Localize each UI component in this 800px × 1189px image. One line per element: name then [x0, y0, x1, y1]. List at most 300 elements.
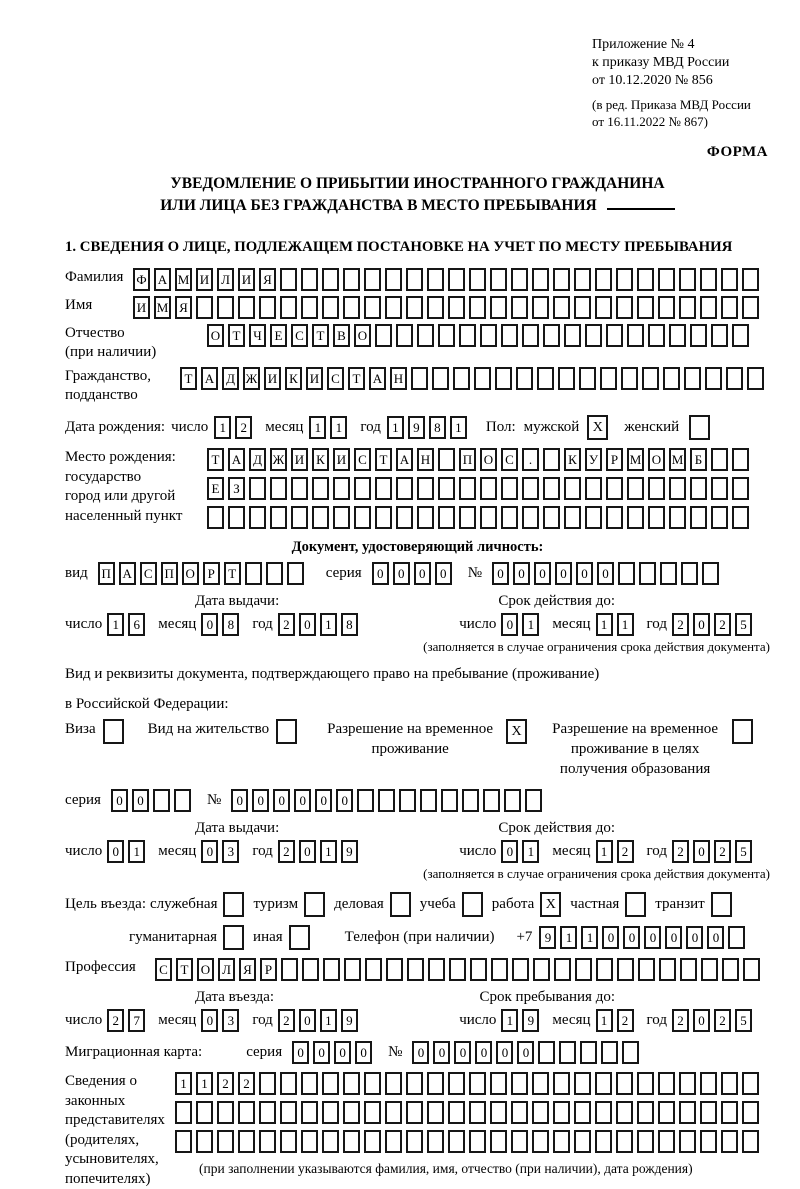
char-cell[interactable]: [533, 958, 550, 981]
char-cell[interactable]: Т: [180, 367, 197, 390]
char-cell[interactable]: [280, 1130, 297, 1153]
char-cell[interactable]: [417, 477, 434, 500]
char-cell[interactable]: [301, 268, 318, 291]
char-cell[interactable]: 0: [555, 562, 572, 585]
char-cell[interactable]: [469, 1130, 486, 1153]
char-cell[interactable]: 1: [330, 416, 347, 439]
char-cell[interactable]: 0: [475, 1041, 492, 1064]
char-cell[interactable]: [259, 1072, 276, 1095]
char-cell[interactable]: И: [196, 268, 213, 291]
char-cell[interactable]: [522, 324, 539, 347]
char-cell[interactable]: [711, 506, 728, 529]
char-cell[interactable]: С: [501, 448, 518, 471]
char-cell[interactable]: [490, 268, 507, 291]
char-cell[interactable]: 0: [315, 789, 332, 812]
char-cell[interactable]: 5: [735, 840, 752, 863]
char-cell[interactable]: [658, 1072, 675, 1095]
char-cell[interactable]: [700, 1101, 717, 1124]
char-cell[interactable]: [553, 1130, 570, 1153]
char-cell[interactable]: [553, 1101, 570, 1124]
checkbox[interactable]: [625, 892, 646, 917]
char-cell[interactable]: [648, 477, 665, 500]
char-cell[interactable]: [679, 1130, 696, 1153]
char-cell[interactable]: [684, 367, 701, 390]
char-cell[interactable]: [511, 268, 528, 291]
char-cell[interactable]: [511, 296, 528, 319]
char-cell[interactable]: [432, 367, 449, 390]
char-cell[interactable]: [622, 1041, 639, 1064]
char-cell[interactable]: [301, 1072, 318, 1095]
char-cell[interactable]: [301, 1130, 318, 1153]
char-cell[interactable]: М: [154, 296, 171, 319]
char-cell[interactable]: [287, 562, 304, 585]
char-cell[interactable]: [679, 296, 696, 319]
char-cell[interactable]: 1: [320, 1009, 337, 1032]
char-cell[interactable]: [728, 926, 745, 949]
char-cell[interactable]: [323, 958, 340, 981]
char-cell[interactable]: 2: [238, 1072, 255, 1095]
char-cell[interactable]: А: [369, 367, 386, 390]
char-cell[interactable]: 0: [492, 562, 509, 585]
char-cell[interactable]: М: [627, 448, 644, 471]
char-cell[interactable]: [378, 789, 395, 812]
char-cell[interactable]: [690, 324, 707, 347]
char-cell[interactable]: [490, 1101, 507, 1124]
char-cell[interactable]: И: [333, 448, 350, 471]
char-cell[interactable]: [270, 477, 287, 500]
char-cell[interactable]: 9: [522, 1009, 539, 1032]
char-cell[interactable]: [322, 296, 339, 319]
char-cell[interactable]: [501, 324, 518, 347]
checkbox[interactable]: [289, 925, 310, 950]
checkbox[interactable]: Х: [506, 719, 527, 744]
char-cell[interactable]: 0: [623, 926, 640, 949]
char-cell[interactable]: [543, 477, 560, 500]
char-cell[interactable]: [511, 1072, 528, 1095]
checkbox[interactable]: [223, 925, 244, 950]
char-cell[interactable]: [700, 296, 717, 319]
char-cell[interactable]: А: [228, 448, 245, 471]
char-cell[interactable]: [291, 477, 308, 500]
char-cell[interactable]: [396, 324, 413, 347]
char-cell[interactable]: [504, 789, 521, 812]
char-cell[interactable]: [343, 296, 360, 319]
char-cell[interactable]: [680, 958, 697, 981]
char-cell[interactable]: [396, 506, 413, 529]
char-cell[interactable]: [357, 789, 374, 812]
char-cell[interactable]: [600, 367, 617, 390]
char-cell[interactable]: [732, 324, 749, 347]
char-cell[interactable]: [490, 1130, 507, 1153]
char-cell[interactable]: 0: [393, 562, 410, 585]
char-cell[interactable]: Я: [175, 296, 192, 319]
char-cell[interactable]: О: [648, 448, 665, 471]
char-cell[interactable]: [595, 296, 612, 319]
char-cell[interactable]: С: [140, 562, 157, 585]
char-cell[interactable]: [469, 1072, 486, 1095]
char-cell[interactable]: 0: [201, 1009, 218, 1032]
char-cell[interactable]: 0: [231, 789, 248, 812]
char-cell[interactable]: [385, 1130, 402, 1153]
char-cell[interactable]: М: [175, 268, 192, 291]
char-cell[interactable]: К: [312, 448, 329, 471]
char-cell[interactable]: [732, 506, 749, 529]
char-cell[interactable]: [470, 958, 487, 981]
sex-male-checkbox[interactable]: Х: [587, 415, 608, 440]
char-cell[interactable]: 0: [435, 562, 452, 585]
char-cell[interactable]: [207, 506, 224, 529]
char-cell[interactable]: [448, 268, 465, 291]
char-cell[interactable]: И: [291, 448, 308, 471]
char-cell[interactable]: [681, 562, 698, 585]
char-cell[interactable]: 1: [596, 613, 613, 636]
char-cell[interactable]: [417, 324, 434, 347]
char-cell[interactable]: [648, 324, 665, 347]
char-cell[interactable]: 2: [714, 613, 731, 636]
char-cell[interactable]: [722, 958, 739, 981]
char-cell[interactable]: Д: [249, 448, 266, 471]
char-cell[interactable]: [483, 789, 500, 812]
char-cell[interactable]: 0: [412, 1041, 429, 1064]
char-cell[interactable]: 1: [214, 416, 231, 439]
char-cell[interactable]: [700, 1072, 717, 1095]
char-cell[interactable]: [174, 789, 191, 812]
char-cell[interactable]: [543, 506, 560, 529]
char-cell[interactable]: [638, 958, 655, 981]
char-cell[interactable]: [554, 958, 571, 981]
char-cell[interactable]: 2: [714, 1009, 731, 1032]
char-cell[interactable]: 1: [560, 926, 577, 949]
checkbox[interactable]: [732, 719, 753, 744]
char-cell[interactable]: [574, 268, 591, 291]
char-cell[interactable]: 0: [534, 562, 551, 585]
char-cell[interactable]: [411, 367, 428, 390]
char-cell[interactable]: [621, 367, 638, 390]
char-cell[interactable]: [543, 324, 560, 347]
char-cell[interactable]: 0: [665, 926, 682, 949]
char-cell[interactable]: [480, 477, 497, 500]
char-cell[interactable]: К: [564, 448, 581, 471]
char-cell[interactable]: [259, 1130, 276, 1153]
char-cell[interactable]: 1: [387, 416, 404, 439]
char-cell[interactable]: [406, 1072, 423, 1095]
char-cell[interactable]: Ч: [249, 324, 266, 347]
char-cell[interactable]: 0: [334, 1041, 351, 1064]
char-cell[interactable]: [679, 1101, 696, 1124]
char-cell[interactable]: [364, 1130, 381, 1153]
char-cell[interactable]: [721, 296, 738, 319]
char-cell[interactable]: 1: [196, 1072, 213, 1095]
char-cell[interactable]: [448, 1130, 465, 1153]
char-cell[interactable]: 0: [693, 840, 710, 863]
char-cell[interactable]: [301, 296, 318, 319]
char-cell[interactable]: [669, 506, 686, 529]
char-cell[interactable]: 9: [408, 416, 425, 439]
char-cell[interactable]: [196, 296, 213, 319]
char-cell[interactable]: [585, 477, 602, 500]
char-cell[interactable]: 2: [235, 416, 252, 439]
char-cell[interactable]: [375, 506, 392, 529]
char-cell[interactable]: Е: [207, 477, 224, 500]
char-cell[interactable]: 2: [278, 1009, 295, 1032]
char-cell[interactable]: [427, 1101, 444, 1124]
char-cell[interactable]: П: [161, 562, 178, 585]
char-cell[interactable]: В: [333, 324, 350, 347]
char-cell[interactable]: Р: [203, 562, 220, 585]
char-cell[interactable]: [153, 789, 170, 812]
char-cell[interactable]: 2: [617, 1009, 634, 1032]
char-cell[interactable]: [291, 506, 308, 529]
char-cell[interactable]: 2: [672, 1009, 689, 1032]
char-cell[interactable]: Н: [390, 367, 407, 390]
char-cell[interactable]: [711, 324, 728, 347]
char-cell[interactable]: [564, 477, 581, 500]
char-cell[interactable]: 0: [454, 1041, 471, 1064]
char-cell[interactable]: 2: [278, 840, 295, 863]
char-cell[interactable]: И: [238, 268, 255, 291]
char-cell[interactable]: 0: [501, 840, 518, 863]
char-cell[interactable]: [333, 477, 350, 500]
char-cell[interactable]: [417, 506, 434, 529]
char-cell[interactable]: [490, 1072, 507, 1095]
char-cell[interactable]: [543, 448, 560, 471]
char-cell[interactable]: [574, 1072, 591, 1095]
char-cell[interactable]: [648, 506, 665, 529]
char-cell[interactable]: 2: [278, 613, 295, 636]
char-cell[interactable]: [469, 1101, 486, 1124]
char-cell[interactable]: 0: [201, 840, 218, 863]
char-cell[interactable]: [354, 506, 371, 529]
char-cell[interactable]: 1: [522, 840, 539, 863]
char-cell[interactable]: [663, 367, 680, 390]
char-cell[interactable]: [679, 268, 696, 291]
char-cell[interactable]: [480, 506, 497, 529]
char-cell[interactable]: О: [354, 324, 371, 347]
char-cell[interactable]: [537, 367, 554, 390]
char-cell[interactable]: А: [396, 448, 413, 471]
char-cell[interactable]: [742, 1072, 759, 1095]
char-cell[interactable]: [606, 506, 623, 529]
char-cell[interactable]: 0: [372, 562, 389, 585]
char-cell[interactable]: 2: [107, 1009, 124, 1032]
char-cell[interactable]: Л: [218, 958, 235, 981]
char-cell[interactable]: 0: [273, 789, 290, 812]
char-cell[interactable]: 1: [128, 840, 145, 863]
char-cell[interactable]: 2: [714, 840, 731, 863]
char-cell[interactable]: [354, 477, 371, 500]
char-cell[interactable]: 0: [496, 1041, 513, 1064]
char-cell[interactable]: А: [119, 562, 136, 585]
char-cell[interactable]: 0: [597, 562, 614, 585]
char-cell[interactable]: 3: [222, 1009, 239, 1032]
char-cell[interactable]: 0: [355, 1041, 372, 1064]
char-cell[interactable]: 9: [539, 926, 556, 949]
char-cell[interactable]: 0: [501, 613, 518, 636]
char-cell[interactable]: [616, 1072, 633, 1095]
char-cell[interactable]: Л: [217, 268, 234, 291]
char-cell[interactable]: [525, 789, 542, 812]
char-cell[interactable]: [579, 367, 596, 390]
char-cell[interactable]: [532, 268, 549, 291]
char-cell[interactable]: [280, 1101, 297, 1124]
char-cell[interactable]: [553, 296, 570, 319]
char-cell[interactable]: [538, 1041, 555, 1064]
char-cell[interactable]: Т: [375, 448, 392, 471]
char-cell[interactable]: Т: [228, 324, 245, 347]
char-cell[interactable]: [280, 1072, 297, 1095]
char-cell[interactable]: [385, 1101, 402, 1124]
char-cell[interactable]: [343, 1130, 360, 1153]
char-cell[interactable]: 1: [450, 416, 467, 439]
char-cell[interactable]: [259, 296, 276, 319]
char-cell[interactable]: [438, 448, 455, 471]
char-cell[interactable]: 0: [517, 1041, 534, 1064]
char-cell[interactable]: [660, 562, 677, 585]
char-cell[interactable]: [595, 1101, 612, 1124]
char-cell[interactable]: 8: [429, 416, 446, 439]
char-cell[interactable]: [553, 1072, 570, 1095]
char-cell[interactable]: [564, 506, 581, 529]
checkbox[interactable]: [304, 892, 325, 917]
char-cell[interactable]: С: [155, 958, 172, 981]
char-cell[interactable]: [364, 1072, 381, 1095]
char-cell[interactable]: [742, 1101, 759, 1124]
checkbox[interactable]: [711, 892, 732, 917]
char-cell[interactable]: 0: [299, 840, 316, 863]
char-cell[interactable]: [627, 477, 644, 500]
char-cell[interactable]: [343, 1072, 360, 1095]
char-cell[interactable]: М: [669, 448, 686, 471]
char-cell[interactable]: [516, 367, 533, 390]
char-cell[interactable]: 8: [222, 613, 239, 636]
char-cell[interactable]: [438, 324, 455, 347]
char-cell[interactable]: [196, 1101, 213, 1124]
char-cell[interactable]: [266, 562, 283, 585]
char-cell[interactable]: [637, 296, 654, 319]
char-cell[interactable]: [679, 1072, 696, 1095]
char-cell[interactable]: [249, 477, 266, 500]
char-cell[interactable]: [343, 1101, 360, 1124]
char-cell[interactable]: О: [197, 958, 214, 981]
char-cell[interactable]: 0: [513, 562, 530, 585]
char-cell[interactable]: Т: [176, 958, 193, 981]
char-cell[interactable]: Е: [270, 324, 287, 347]
char-cell[interactable]: 1: [501, 1009, 518, 1032]
char-cell[interactable]: [616, 1101, 633, 1124]
char-cell[interactable]: 0: [252, 789, 269, 812]
char-cell[interactable]: [659, 958, 676, 981]
char-cell[interactable]: Т: [312, 324, 329, 347]
char-cell[interactable]: 0: [693, 1009, 710, 1032]
char-cell[interactable]: [721, 268, 738, 291]
char-cell[interactable]: Ж: [243, 367, 260, 390]
char-cell[interactable]: Ф: [133, 268, 150, 291]
char-cell[interactable]: [365, 958, 382, 981]
char-cell[interactable]: О: [207, 324, 224, 347]
char-cell[interactable]: Ж: [270, 448, 287, 471]
char-cell[interactable]: [574, 296, 591, 319]
char-cell[interactable]: [512, 958, 529, 981]
char-cell[interactable]: [322, 268, 339, 291]
char-cell[interactable]: [385, 268, 402, 291]
char-cell[interactable]: [428, 958, 445, 981]
char-cell[interactable]: [459, 477, 476, 500]
char-cell[interactable]: 9: [341, 1009, 358, 1032]
char-cell[interactable]: А: [154, 268, 171, 291]
char-cell[interactable]: [564, 324, 581, 347]
char-cell[interactable]: 1: [617, 613, 634, 636]
char-cell[interactable]: [726, 367, 743, 390]
char-cell[interactable]: [385, 1072, 402, 1095]
char-cell[interactable]: 0: [111, 789, 128, 812]
char-cell[interactable]: 1: [107, 613, 124, 636]
char-cell[interactable]: [532, 1101, 549, 1124]
char-cell[interactable]: [386, 958, 403, 981]
char-cell[interactable]: [459, 506, 476, 529]
char-cell[interactable]: [364, 268, 381, 291]
char-cell[interactable]: 1: [175, 1072, 192, 1095]
char-cell[interactable]: [559, 1041, 576, 1064]
char-cell[interactable]: Р: [260, 958, 277, 981]
char-cell[interactable]: [175, 1101, 192, 1124]
char-cell[interactable]: [742, 268, 759, 291]
char-cell[interactable]: [495, 367, 512, 390]
char-cell[interactable]: 0: [132, 789, 149, 812]
char-cell[interactable]: [343, 268, 360, 291]
char-cell[interactable]: 0: [292, 1041, 309, 1064]
char-cell[interactable]: [743, 958, 760, 981]
char-cell[interactable]: [375, 477, 392, 500]
char-cell[interactable]: [480, 324, 497, 347]
char-cell[interactable]: 0: [576, 562, 593, 585]
char-cell[interactable]: Н: [417, 448, 434, 471]
char-cell[interactable]: [364, 1101, 381, 1124]
char-cell[interactable]: 2: [617, 840, 634, 863]
char-cell[interactable]: 2: [672, 840, 689, 863]
char-cell[interactable]: [322, 1101, 339, 1124]
char-cell[interactable]: [522, 506, 539, 529]
char-cell[interactable]: 1: [596, 840, 613, 863]
char-cell[interactable]: [585, 506, 602, 529]
char-cell[interactable]: 0: [707, 926, 724, 949]
char-cell[interactable]: [742, 1130, 759, 1153]
char-cell[interactable]: [639, 562, 656, 585]
checkbox[interactable]: Х: [540, 892, 561, 917]
char-cell[interactable]: [658, 296, 675, 319]
char-cell[interactable]: [705, 367, 722, 390]
sex-female-checkbox[interactable]: [689, 415, 710, 440]
char-cell[interactable]: [375, 324, 392, 347]
char-cell[interactable]: [721, 1130, 738, 1153]
checkbox[interactable]: [390, 892, 411, 917]
char-cell[interactable]: [312, 506, 329, 529]
char-cell[interactable]: [637, 268, 654, 291]
checkbox[interactable]: [223, 892, 244, 917]
char-cell[interactable]: К: [285, 367, 302, 390]
char-cell[interactable]: [322, 1072, 339, 1095]
char-cell[interactable]: [501, 506, 518, 529]
char-cell[interactable]: [441, 789, 458, 812]
char-cell[interactable]: 1: [596, 1009, 613, 1032]
char-cell[interactable]: [658, 268, 675, 291]
char-cell[interactable]: 1: [522, 613, 539, 636]
char-cell[interactable]: [532, 1130, 549, 1153]
char-cell[interactable]: Т: [224, 562, 241, 585]
char-cell[interactable]: [490, 296, 507, 319]
char-cell[interactable]: [627, 506, 644, 529]
char-cell[interactable]: [690, 477, 707, 500]
char-cell[interactable]: [732, 477, 749, 500]
